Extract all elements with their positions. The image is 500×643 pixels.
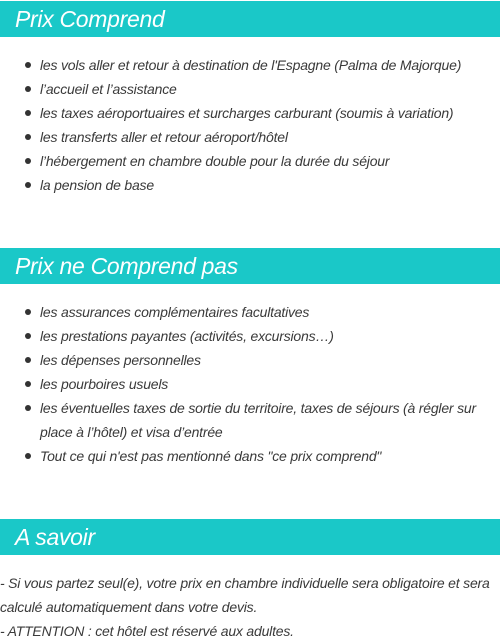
list-item (0, 324, 500, 348)
list-item (0, 125, 500, 149)
list-item-text: les vols aller et retour à destination de l'Espagne (Palma de Majorque) (40, 57, 462, 73)
list-item (0, 372, 500, 396)
list-item (0, 396, 500, 444)
bullet-icon (25, 158, 31, 164)
list-item (0, 53, 500, 77)
list-item (0, 300, 500, 324)
bullet-icon (25, 333, 31, 339)
bullet-icon (25, 182, 31, 188)
list-item-text: l’hébergement en chambre double pour la durée du séjour (40, 153, 390, 169)
list-item (0, 77, 500, 101)
list-item-text: les assurances complémentaires facultatives (40, 304, 310, 320)
section-title-included: Prix Comprend (0, 1, 500, 37)
bullet-icon (25, 62, 31, 68)
bullet-icon (25, 357, 31, 363)
bullet-icon (25, 405, 31, 411)
list-item-text: les transferts aller et retour aéroport/hôtel (40, 129, 288, 145)
list-item-text: les éventuelles taxes de sortie du territoire, taxes de séjours (à régler sur place à l’hôtel) et visa d’entrée (40, 400, 476, 440)
info-note: - ATTENTION : cet hôtel est réservé aux adultes. (0, 623, 294, 639)
list-item-text: les pourboires usuels (40, 376, 169, 392)
list-item (0, 173, 500, 197)
list-item (0, 348, 500, 372)
list-item (0, 149, 500, 173)
bullet-icon (25, 453, 31, 459)
section-title-excluded: Prix ne Comprend pas (0, 248, 500, 284)
bullet-icon (25, 309, 31, 315)
excluded-list (0, 300, 500, 468)
included-list (0, 53, 500, 197)
list-item-text: la pension de base (40, 177, 154, 193)
bullet-icon (25, 381, 31, 387)
bullet-icon (25, 110, 31, 116)
list-item-text: les dépenses personnelles (40, 352, 201, 368)
section-title-info: A savoir (0, 519, 500, 555)
list-item-text: les prestations payantes (activités, excursions…) (40, 328, 334, 344)
bullet-icon (25, 86, 31, 92)
list-item (0, 444, 500, 468)
list-item (0, 101, 500, 125)
info-note: - Si vous partez seul(e), votre prix en chambre individuelle sera obligatoire et sera calculé automatiquement dans votre devis. (0, 575, 490, 615)
list-item-text: l’accueil et l’assistance (40, 81, 177, 97)
list-item-text: les taxes aéroportuaires et surcharges carburant (soumis à variation) (40, 105, 454, 121)
bullet-icon (25, 134, 31, 140)
list-item-text: Tout ce qui n'est pas mentionné dans "ce prix comprend" (40, 448, 382, 464)
